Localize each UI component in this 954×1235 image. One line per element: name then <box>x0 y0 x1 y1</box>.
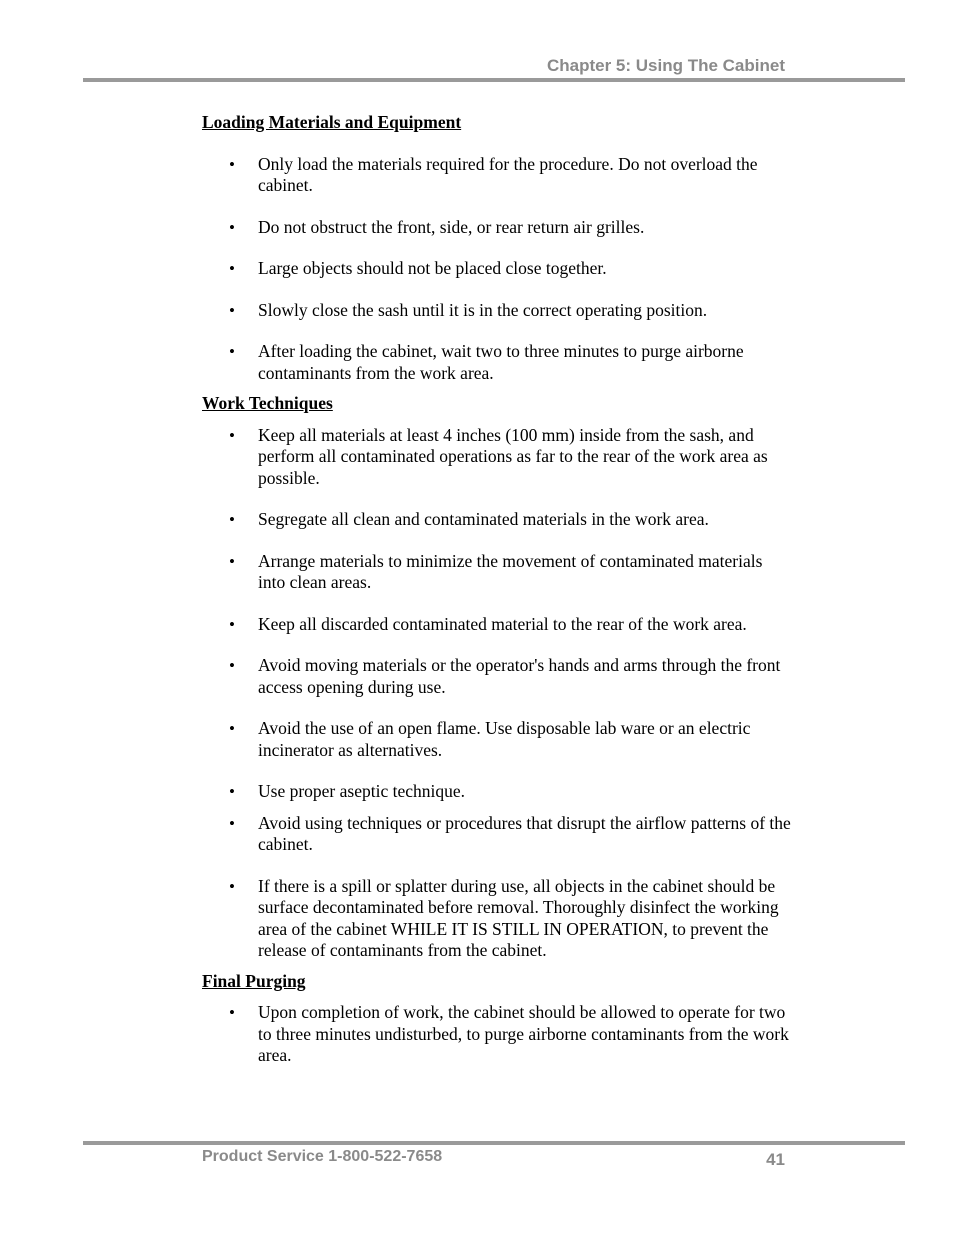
list-item: • If there is a spill or splatter during use, all objects in the cabinet should be surface decontaminated before removal. Thoroughly disinfect the working area of the cabinet WHILE IT IS STILL IN OPERATION, to prevent the release of contaminants from the cabinet. <box>229 875 779 960</box>
bullet-icon: • <box>229 342 235 361</box>
bullet-icon: • <box>229 259 235 278</box>
bullet-icon: • <box>229 876 235 896</box>
list-item: • Keep all materials at least 4 inches (100 mm) inside from the sash, and perform all contaminated operations as far to the rear of the work area as possible. <box>229 424 768 488</box>
bullet-icon: • <box>229 551 235 571</box>
work-techniques-list <box>202 425 792 962</box>
bullet-icon: • <box>229 813 235 833</box>
bullet-icon: • <box>229 154 235 174</box>
section-heading-loading: Loading Materials and Equipment <box>202 112 462 132</box>
bullet-icon: • <box>229 425 235 445</box>
list-item: • Only load the materials required for the procedure. Do not overload the cabinet. <box>229 153 758 195</box>
loading-list <box>202 154 792 385</box>
list-item: • Avoid moving materials or the operator's hands and arms through the front access opening during use. <box>229 655 781 697</box>
list-item: • Upon completion of work, the cabinet should be allowed to operate for two to three minutes undisturbed, to purge airborne contaminants from the work area. <box>229 1002 789 1065</box>
chapter-header: Chapter 5: Using The Cabinet <box>546 56 785 75</box>
list-item: • Avoid using techniques or procedures that disrupt the airflow patterns of the cabinet. <box>229 812 791 854</box>
product-service-text: Product Service 1-800-522-7658 <box>202 1148 443 1165</box>
bullet-icon: • <box>229 510 235 529</box>
list-item: • Large objects should not be placed close together. <box>229 258 607 278</box>
footer-rule <box>83 1141 905 1145</box>
bullet-icon: • <box>229 1003 235 1022</box>
list-item: • Keep all discarded contaminated material to the rear of the work area. <box>229 613 747 634</box>
page-number: 41 <box>766 1150 785 1169</box>
page-content <box>202 112 792 1067</box>
list-item: • Avoid the use of an open flame. Use disposable lab ware or an electric incinerator as alternatives. <box>229 718 751 760</box>
final-purging-list <box>202 1002 792 1067</box>
bullet-icon: • <box>229 656 235 675</box>
list-item: • After loading the cabinet, wait two to three minutes to purge airborne contaminants from the work area. <box>229 341 744 383</box>
bullet-icon: • <box>229 300 235 320</box>
section-heading-final-purging: Final Purging <box>202 970 306 991</box>
bullet-icon: • <box>229 782 235 801</box>
list-item: • Slowly close the sash until it is in the correct operating position. <box>229 299 708 320</box>
list-item: • Arrange materials to minimize the movement of contaminated materials into clean areas. <box>229 550 763 592</box>
list-item: • Segregate all clean and contaminated materials in the work area. <box>229 509 709 529</box>
section-heading-work-techniques: Work Techniques <box>202 393 333 413</box>
bullet-icon: • <box>229 614 235 634</box>
bullet-icon: • <box>229 719 235 738</box>
bullet-icon: • <box>229 217 235 237</box>
header-rule <box>83 78 905 82</box>
list-item: • Do not obstruct the front, side, or rear return air grilles. <box>229 216 645 237</box>
list-item: • Use proper aseptic technique. <box>229 781 466 801</box>
